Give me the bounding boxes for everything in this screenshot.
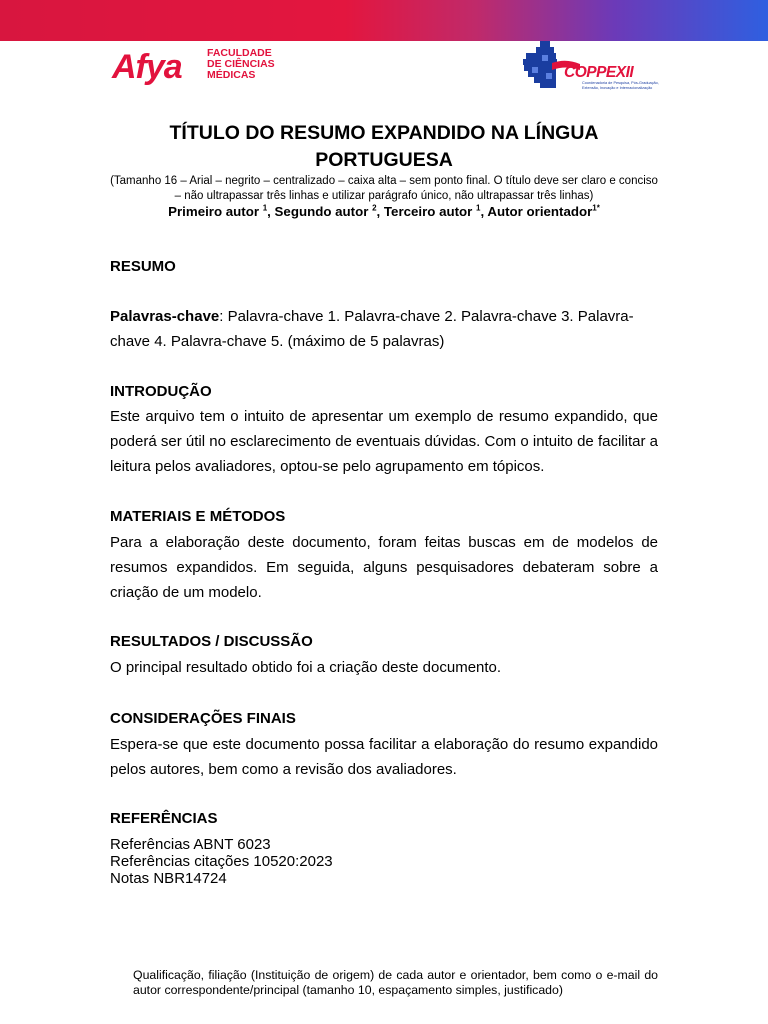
consideracoes-text: Espera-se que este documento possa facilitar a elaboração do resumo expandido pelos autores, bem como a revisão dos avaliadores. xyxy=(110,736,658,778)
footnote: Qualificação, filiação (Instituição de origem) de cada autor e orientador, bem como o e-mail do autor correspondente/principal (tamanho 10, espaçamento simples, justificado) xyxy=(133,968,658,997)
author-2: , Segundo autor xyxy=(267,204,373,219)
introducao-heading: INTRODUÇÃO xyxy=(110,383,212,400)
author-1-affiliation: 1 xyxy=(262,203,268,213)
reference-item: Referências ABNT 6023 xyxy=(110,836,271,853)
coppexii-logo-tagline: Coordenadoria de Pesquisa, Pós-Graduação, Extensão, Inovação e Internacionalização xyxy=(582,81,659,90)
consideracoes-heading: CONSIDERAÇÕES FINAIS xyxy=(110,710,296,727)
afya-logo-line3: MÉDICAS xyxy=(207,69,256,81)
advisor-affiliation: 1* xyxy=(592,203,600,213)
title-instructions: (Tamanho 16 – Arial – negrito – centralizado – caixa alta – sem ponto final. O título deve ser claro e conciso – não ultrapassar três linhas e utilizar parágrafo único, não ultrapassar três linhas) xyxy=(110,175,658,202)
header-color-bar xyxy=(0,0,768,41)
reference-item: Notas NBR14724 xyxy=(110,870,227,887)
references-list xyxy=(110,836,658,887)
metodos-heading: MATERIAIS E MÉTODOS xyxy=(110,508,286,525)
resultados-heading: RESULTADOS / DISCUSSÃO xyxy=(110,633,313,650)
afya-logo-subtitle xyxy=(207,48,297,81)
author-2-affiliation: 2 xyxy=(372,203,377,213)
author-list xyxy=(110,203,658,221)
resultados-text: O principal resultado obtido foi a criação deste documento. xyxy=(110,659,502,676)
afya-logo-wordmark: Afya xyxy=(112,48,182,86)
keywords-paragraph xyxy=(110,304,658,354)
advisor: , Autor orientador xyxy=(480,204,593,219)
resumo-heading: RESUMO xyxy=(110,258,176,275)
coppexii-logo-wordmark: COPPEXII xyxy=(564,64,634,81)
metodos-text: Para a elaboração deste documento, foram feitas buscas em de modelos de resumos expandidos. Em seguida, alguns pesquisadores debateram sobre a criação de um modelo. xyxy=(110,534,658,601)
afya-logo-line2: DE CIÊNCIAS xyxy=(207,58,275,70)
document-title-line2: PORTUGUESA xyxy=(315,149,453,171)
reference-item: Referências citações 10520:2023 xyxy=(110,853,333,870)
author-3-affiliation: 1 xyxy=(476,203,481,213)
afya-logo-line1: FACULDADE xyxy=(207,47,272,59)
introducao-text: Este arquivo tem o intuito de apresentar um exemplo de resumo expandido, que poderá ser útil no esclarecimento de eventuais dúvidas. Com o intuito de facilitar a leitura pelos avaliadores, optou-se pelo agrupamento em tópicos. xyxy=(110,408,658,475)
author-1: Primeiro autor xyxy=(168,204,263,219)
document-title-line1: TÍTULO DO RESUMO EXPANDIDO NA LÍNGUA xyxy=(169,122,599,144)
keywords-text: : Palavra-chave 1. Palavra-chave 2. Palavra-chave 3. Palavra-chave 4. Palavra-chave 5. (máximo de 5 palavras) xyxy=(110,308,634,350)
author-3: , Terceiro autor xyxy=(376,204,477,219)
coppexii-logo xyxy=(522,40,662,92)
document-title xyxy=(110,120,658,174)
keywords-label: Palavras-chave xyxy=(110,308,220,325)
referencias-heading: REFERÊNCIAS xyxy=(110,810,218,827)
